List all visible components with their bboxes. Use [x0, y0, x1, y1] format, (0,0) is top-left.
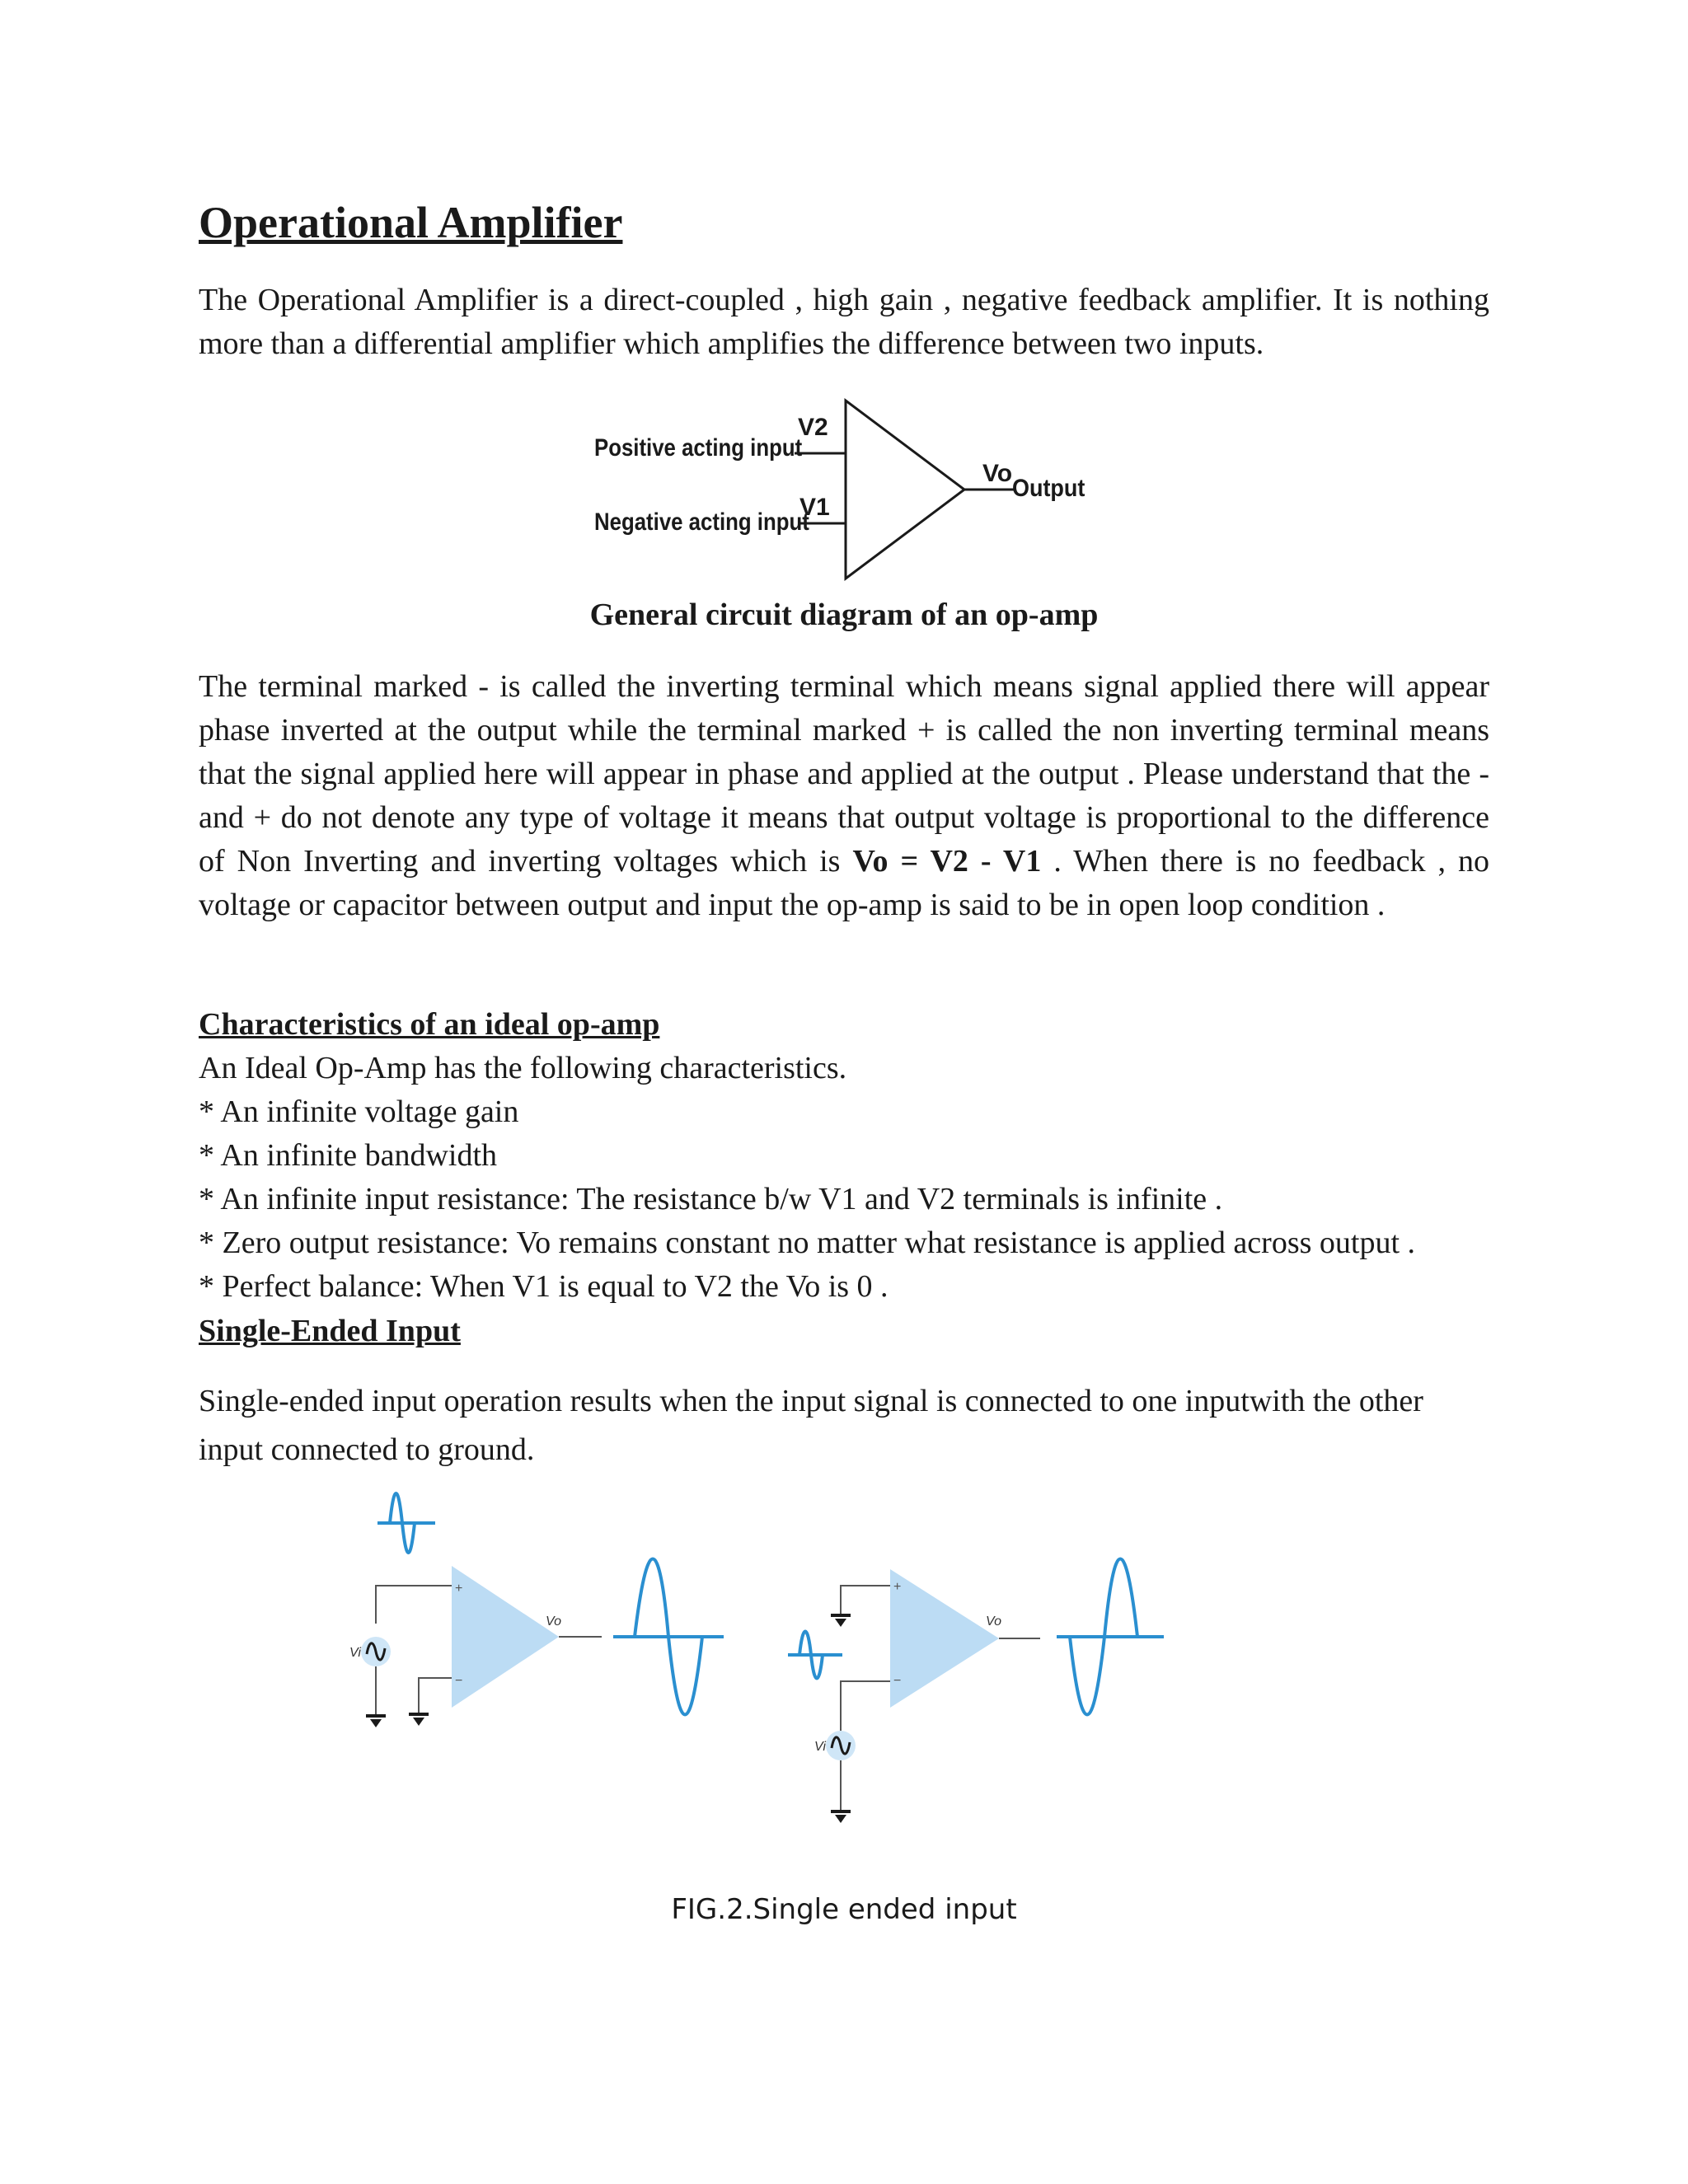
characteristics-heading: Characteristics of an ideal op-amp — [199, 1007, 660, 1042]
ground-icon — [366, 1716, 386, 1727]
list-item: * An infinite input resistance: The resistance b/w V1 and V2 terminals is infinite . — [199, 1182, 1223, 1216]
opamp-general-diagram — [577, 396, 1104, 585]
minus-input-wire-right — [841, 1681, 890, 1731]
input-wave-right — [788, 1632, 842, 1679]
single-ended-figure — [330, 1483, 1187, 1830]
minus-sign-left: − — [455, 1674, 463, 1688]
list-item: * Zero output resistance: Vo remains constant no matter what resistance is applied across output . — [199, 1226, 1416, 1260]
vi-label-right: Vi — [814, 1740, 826, 1754]
negative-input-label: Negative acting input — [594, 508, 809, 536]
minus-sign-right: − — [893, 1674, 902, 1688]
diagram-caption: General circuit diagram of an op-amp — [589, 598, 1099, 632]
ground-icon — [831, 1811, 851, 1823]
positive-input-label: Positive acting input — [594, 434, 803, 462]
opamp-triangle-left — [452, 1566, 559, 1708]
output-wave-left — [613, 1559, 724, 1715]
characteristics-intro: An Ideal Op-Amp has the following characteristics. — [199, 1051, 847, 1085]
right-circuit — [788, 1559, 1164, 1824]
single-ended-heading: Single-Ended Input — [199, 1314, 461, 1348]
input-wave-left — [377, 1493, 435, 1553]
vo-label: Vo — [982, 460, 1013, 487]
list-item: * An infinite voltage gain — [199, 1094, 519, 1129]
plus-sign-right: + — [893, 1580, 902, 1594]
plus-ground-wire-right — [841, 1586, 890, 1615]
minus-input-wire-left — [419, 1678, 452, 1714]
output-label: Output — [1012, 474, 1085, 503]
opamp-triangle-right — [890, 1569, 999, 1708]
plus-sign-left: + — [455, 1582, 463, 1596]
list-item: * Perfect balance: When V1 is equal to V2 the Vo is 0 . — [199, 1269, 889, 1304]
single-ended-paragraph: Single-ended input operation results when the input signal is connected to one inputwith the other input connected to ground. — [199, 1384, 1423, 1467]
figure-caption: FIG.2.Single ended input — [671, 1893, 1017, 1926]
v1-label: V1 — [799, 494, 830, 521]
intro-paragraph: The Operational Amplifier is a direct-coupled , high gain , negative feedback amplifier. It is nothing more than a differential amplifier which amplifies the difference between two inputs. — [199, 283, 1489, 361]
formula-text: Vo = V2 - V1 — [852, 844, 1042, 879]
v2-label: V2 — [798, 414, 828, 441]
ground-icon — [409, 1714, 429, 1726]
page-title: Operational Amplifier — [199, 198, 623, 247]
opamp-triangle — [846, 401, 964, 579]
open-loop-text: . When there is no feedback , no voltage or capacitor between output and input the op-amp is said to be in open loop condition . — [199, 844, 1489, 922]
terminal-text: The terminal marked - is called the inverting terminal which means signal applied there will appear phase inverted at the output while the terminal marked + is called the non inverting terminal means that the signal applied here will appear in phase and applied at the output . Please understand that the - and + do not denote any type of voltage it means that output voltage is proportional to the difference of Non Inverting and inverting voltages which is — [199, 669, 1489, 879]
left-circuit — [349, 1493, 724, 1727]
plus-input-wire-left — [376, 1586, 452, 1624]
vo-label-left: Vo — [546, 1615, 561, 1629]
output-wave-right — [1057, 1559, 1164, 1715]
list-item: * An infinite bandwidth — [199, 1138, 498, 1173]
vo-label-right: Vo — [986, 1615, 1001, 1629]
vi-label-left: Vi — [349, 1646, 361, 1660]
terminal-paragraph — [199, 665, 1489, 927]
ground-icon — [831, 1615, 851, 1627]
